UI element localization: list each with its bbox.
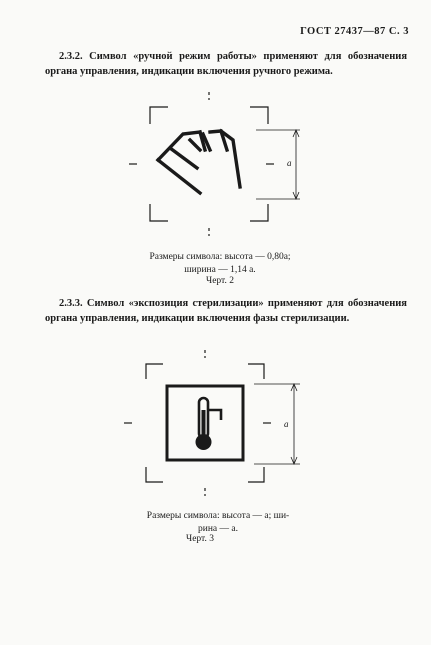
figure-3-label: Черт. 3 [186, 534, 214, 544]
dimension-label-a: a [287, 158, 292, 168]
dimension-label-a: a [284, 419, 289, 429]
paragraph-2-3-2: 2.3.2. Символ «ручной режим работы» применяют для обозначения органа управления, индикации включения ручного режима. [45, 51, 407, 77]
caption-line: Размеры символа: высота — 0,80a; [149, 252, 291, 262]
figure-3-caption [118, 510, 318, 536]
figure-2-label: Черт. 2 [206, 276, 234, 286]
caption-line: ширина — 1,14 a. [184, 265, 256, 275]
caption-line: рина — a. [198, 524, 238, 534]
page-header: ГОСТ 27437—87 С. 3 [300, 26, 409, 37]
caption-line: Размеры символа: высота — a; ши- [146, 511, 290, 521]
thermometer-icon [196, 398, 222, 450]
paragraph-2-3-3: 2.3.3. Символ «экспозиция стерилизации» применяют для обозначения органа управления, индикации включения фазы стерилизации. [45, 298, 407, 324]
